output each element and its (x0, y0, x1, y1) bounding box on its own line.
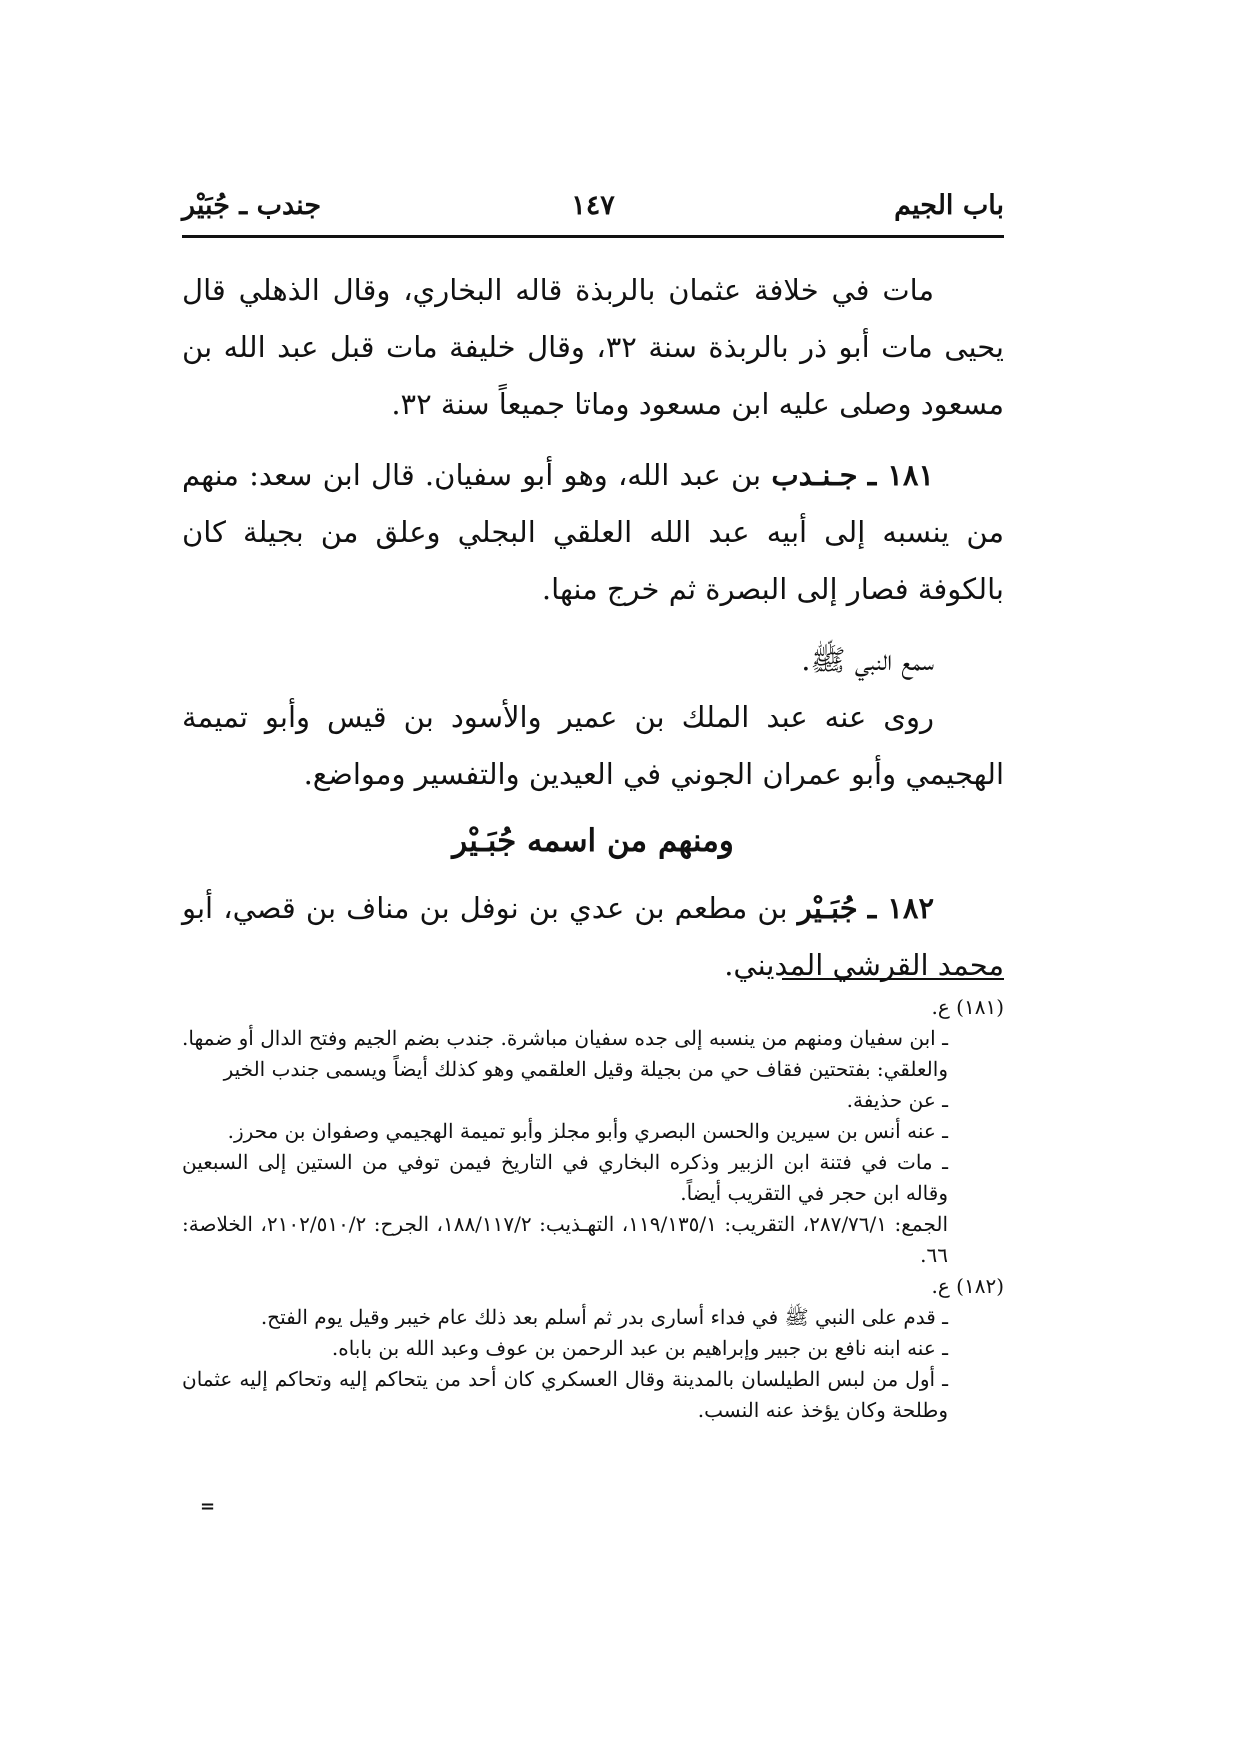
footnote-rule (782, 978, 1004, 980)
entry-182-name: جُبَـيْر (797, 891, 858, 925)
footnote-181-line: ـ ابن سفيان ومنهم من ينسبه إلى جده سفيان مباشرة. جندب بضم الجيم وفتح الدال أو ضمها. والعلقي: بفتحتين فقاف حي من بجيلة وقيل العلقمي وهو كذلك أيضاً ويسمى جندب الخير (182, 1026, 948, 1081)
header-chapter-title: باب الجيم (894, 190, 1004, 221)
entry-182-text: بن مطعم بن عدي بن نوفل بن مناف بن قصي، أبو محمد القرشي المديني. (182, 891, 1004, 982)
footnote-181-label: (١٨١) ع. (931, 995, 1004, 1019)
section-heading: ومنهم من اسمه جُبَـيْر (452, 823, 734, 859)
header-entry-range: جندب ـ جُبَيْر (182, 190, 322, 221)
footnote-181-references: الجمع: ٢٨٧/٧٦/١، التقريب: ١١٩/١٣٥/١، التهـذيب: ١٨٨/١١٧/٢، الجرح: ٢١٠٢/٥١٠/٢، الخلاصة: ٦٦. (182, 1212, 949, 1267)
paragraph-1: مات في خلافة عثمان بالربذة قاله البخاري، وقال الذهلي قال يحيى مات أبو ذر بالربذة سنة ٣٢، وقال خليفة مات قبل عبد الله بن مسعود وصلى عليه ابن مسعود وماتا جميعاً سنة ٣٢. (182, 273, 1004, 421)
continuation-mark: = (200, 1496, 216, 1517)
paragraph-narrators: روى عنه عبد الملك بن عمير والأسود بن قيس وأبو تميمة الهجيمي وأبو عمران الجوني في العيدين والتفسير ومواضع. (182, 700, 1004, 791)
footnote-182-label: (١٨٢) ع. (931, 1274, 1004, 1298)
running-header (182, 190, 1004, 232)
main-text (182, 262, 1004, 994)
header-rule (182, 235, 1004, 238)
footnote-182-line: ـ عنه ابنه نافع بن جبير وإبراهيم بن عبد الرحمن بن عوف وعبد الله بن باباه. (331, 1336, 948, 1360)
entry-182 (182, 880, 1004, 994)
paragraph-heard: سمع النبي ﷺ. (801, 643, 934, 677)
entry-181-name: جـنـدب (771, 458, 858, 492)
entry-181 (182, 447, 1004, 618)
footnote-181-line: ـ عنه أنس بن سيرين والحسن البصري وأبو مجلز وأبو تميمة الهجيمي وصفوان بن محرز. (227, 1119, 948, 1143)
footnote-182-line: ـ قدم على النبي ﷺ في فداء أسارى بدر ثم أسلم بعد ذلك عام خيبر وقيل يوم الفتح. (260, 1305, 948, 1329)
entry-182-number: ١٨٢ ـ (867, 891, 935, 925)
footnote-181-line: ـ عن حذيفة. (846, 1088, 948, 1112)
footnotes (182, 992, 1004, 1426)
page-number: ١٤٧ (571, 190, 615, 221)
footnote-181-line: ـ مات في فتنة ابن الزبير وذكره البخاري في التاريخ فيمن توفي من الستين إلى السبعين وقاله ابن حجر في التقريب أيضاً. (182, 1150, 948, 1205)
entry-181-number: ١٨١ ـ (867, 458, 934, 492)
footnote-182-line: ـ أول من لبس الطيلسان بالمدينة وقال العسكري كان أحد من يتحاكم إليه وتحاكم إليه عثمان وطلحة وكان يؤخذ عنه النسب. (182, 1367, 948, 1422)
entry-181-text: بن عبد الله، وهو أبو سفيان. قال ابن سعد: منهم من ينسبه إلى أبيه عبد الله العلقي البجلي وعلق من بجيلة كان بالكوفة فصار إلى البصرة ثم خرج منها. (182, 458, 1004, 606)
